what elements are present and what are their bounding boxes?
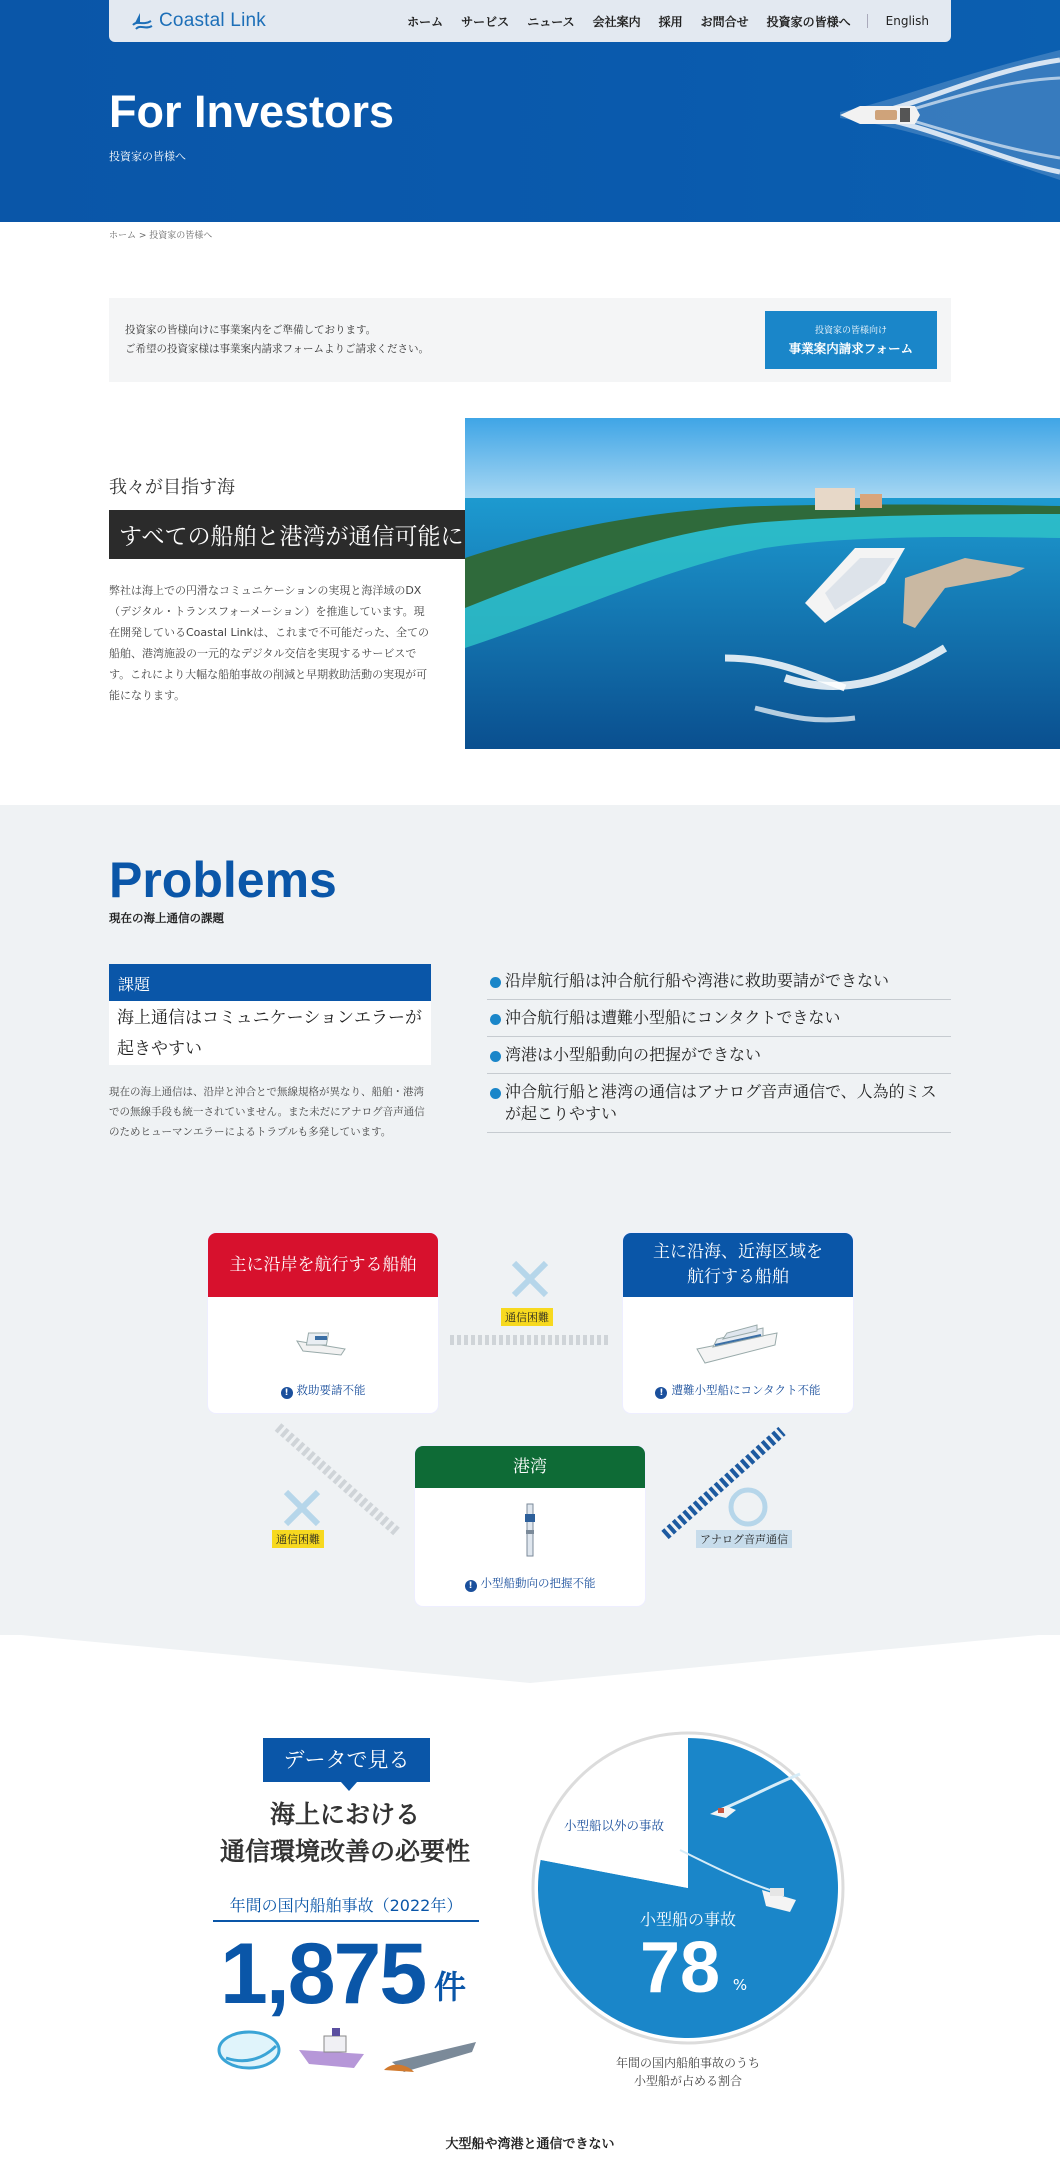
- pie-label-small: 小型船の事故: [639, 1910, 737, 1929]
- port-tower-icon: [515, 1500, 545, 1560]
- small-vessel-accident-pie-chart: [530, 1730, 846, 2046]
- pie-value-unit: %: [732, 1976, 748, 1994]
- next-section-heading: 大型船や湾港と通信できない: [445, 2137, 615, 2152]
- exclamation-icon: !: [465, 1580, 477, 1592]
- vision-kicker: 我々が目指す海: [109, 477, 235, 498]
- nav-contact[interactable]: お問合せ: [700, 14, 749, 29]
- problems-subtitle: 現在の海上通信の課題: [109, 911, 224, 925]
- issue-item: 沖合航行船と港湾の通信はアナログ音声通信で、人為的ミスが起こりやすい: [487, 1074, 951, 1133]
- circle-icon: [731, 1490, 765, 1524]
- accident-count-unit: 件: [434, 1968, 467, 2006]
- nav-company[interactable]: 会社案内: [592, 14, 641, 29]
- cruise-ship-icon: [693, 1317, 783, 1367]
- logo-text: Coastal Link: [159, 10, 266, 31]
- breadcrumb-separator: >: [136, 231, 150, 241]
- issue-label: 課題: [109, 964, 431, 1001]
- card-coastal-title: 主に沿岸を航行する船舶: [208, 1233, 438, 1297]
- cross-icon: [514, 1263, 546, 1295]
- data-heading: [200, 1796, 490, 1870]
- breadcrumb: [109, 228, 212, 241]
- issue-item: 湾港は小型船動向の把握ができない: [487, 1037, 951, 1074]
- data-heading-line-2: 通信環境改善の必要性: [219, 1837, 470, 1866]
- card-offshore-title: 主に沿海、近海区域を航行する船舶: [623, 1233, 853, 1297]
- fishing-boat-icon: [299, 2028, 364, 2068]
- speedboat-image: [820, 40, 1060, 190]
- problems-section: [0, 805, 1060, 1635]
- exclamation-icon: !: [655, 1387, 667, 1399]
- card-port: [415, 1446, 645, 1606]
- button-large-label: 事業案内請求フォーム: [788, 342, 914, 356]
- cargo-ship-icon: [384, 2020, 476, 2072]
- jetski-icon: [219, 2032, 279, 2068]
- brochure-request-button[interactable]: [765, 311, 937, 369]
- cross-icon: [286, 1492, 318, 1524]
- problems-title: Problems: [109, 852, 337, 908]
- logo-wave-icon: [131, 10, 153, 32]
- breadcrumb-home[interactable]: ホーム: [109, 231, 137, 241]
- data-tag: データで見る: [263, 1738, 430, 1782]
- accident-count-value: 1,875: [220, 1926, 426, 2022]
- pie-note-line-2: 小型船が占める割合: [633, 2074, 742, 2088]
- card-offshore-caption: ! 遭難小型船にコンタクト不能: [623, 1382, 853, 1399]
- card-offshore-vessel: [623, 1233, 853, 1413]
- top-navbar: [109, 0, 951, 42]
- button-small-label: 投資家の皆様向け: [814, 325, 887, 335]
- main-nav: [389, 0, 951, 42]
- tag-communication-difficult: 通信困難: [501, 1308, 553, 1326]
- cruise-ship-aerial-image: [465, 418, 1060, 749]
- notice-line-1: 投資家の皆様向けに事業案内をご準備しております。: [125, 324, 377, 336]
- vision-title: すべての船舶と港湾が通信可能に: [109, 510, 474, 559]
- nav-services[interactable]: サービス: [461, 14, 510, 29]
- pie-note: [560, 2054, 816, 2090]
- breadcrumb-current: 投資家の皆様へ: [149, 231, 213, 241]
- accident-count-label: 年間の国内船舶事故（2022年）: [213, 1893, 479, 1922]
- card-coastal-caption: ! 救助要請不能: [208, 1382, 438, 1399]
- brochure-notice: [109, 298, 951, 382]
- issue-statement: 海上通信はコミュニケーションエラーが起きやすい: [109, 1001, 431, 1065]
- page-title: For Investors: [109, 86, 395, 137]
- card-port-title: 港湾: [415, 1446, 645, 1488]
- card-coastal-vessel: [208, 1233, 438, 1413]
- issue-description: 現在の海上通信は、沿岸と沖合とで無線規格が異なり、船舶・港湾での無線手段も統一されていません。また未だにアナログ音声通信のためヒューマンエラーによるトラブルも多発しています。: [109, 1086, 425, 1138]
- notice-text: [125, 321, 429, 359]
- pie-label-other: 小型船以外の事故: [563, 1818, 665, 1833]
- logo[interactable]: [131, 10, 266, 32]
- small-boat-icon: [293, 1319, 353, 1359]
- issue-item: 沿岸航行船は沖合航行船や湾港に救助要請ができない: [487, 963, 951, 1000]
- vessel-illustrations: [214, 2020, 484, 2076]
- nav-investors[interactable]: 投資家の皆様へ: [766, 14, 851, 29]
- nav-home[interactable]: ホーム: [407, 14, 444, 29]
- notice-line-2: ご希望の投資家様は事業案内請求フォームよりご請求ください。: [125, 343, 429, 355]
- exclamation-icon: !: [281, 1387, 293, 1399]
- pie-value: 78: [639, 1928, 721, 2008]
- section-divider: [0, 1625, 1060, 1685]
- nav-recruit[interactable]: 採用: [658, 14, 683, 29]
- vision-body: 弊社は海上での円滑なコミュニケーションの実現と海洋域のDX（デジタル・トランスフォーメーション）を推進しています。現在開発しているCoastal Linkは、これまで不可能だった、全ての船舶、港湾施設の一元的なデジタル交信を実現するサービスです。これにより大幅な船舶事故の削減と早期救助活動の実現が可能になります。: [109, 584, 430, 702]
- issue-item: 沖合航行船は遭難小型船にコンタクトできない: [487, 1000, 951, 1037]
- nav-news[interactable]: ニュース: [527, 14, 575, 29]
- tag-analog-voice: アナログ音声通信: [696, 1530, 792, 1548]
- page-subtitle: 投資家の皆様へ: [109, 150, 186, 163]
- pie-note-line-1: 年間の国内船舶事故のうち: [615, 2056, 760, 2070]
- nav-english[interactable]: English: [867, 14, 929, 28]
- hero-banner: [0, 0, 1060, 222]
- card-port-caption: ! 小型船動向の把握不能: [415, 1575, 645, 1592]
- data-heading-line-1: 海上における: [269, 1800, 420, 1829]
- tag-communication-difficult: 通信困難: [272, 1530, 324, 1548]
